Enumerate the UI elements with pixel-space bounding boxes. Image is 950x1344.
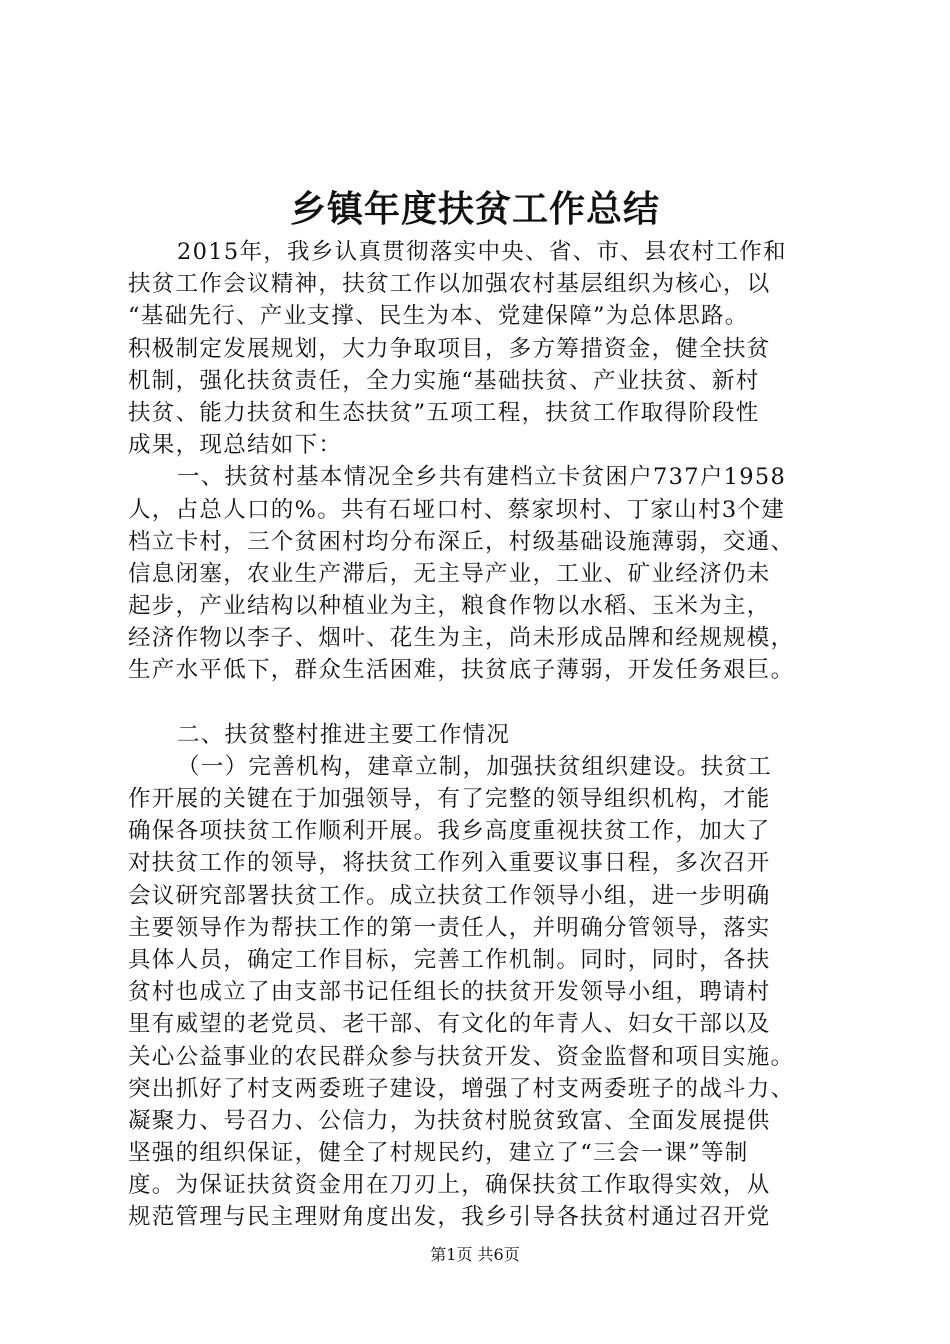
text-line: 生产水平低下，群众生活困难，扶贫底子薄弱，开发任务艰巨。 bbox=[128, 657, 795, 684]
paragraph-intro bbox=[128, 236, 856, 461]
text-line: “基础先行、产业支撑、民生为本、党建保障”为总体思路。 bbox=[128, 303, 749, 330]
text-line: 一、扶贫村基本情况全乡共有建档立卡贫困户737户1958 bbox=[177, 464, 787, 491]
text-line: 二、扶贫整村推进主要工作情况 bbox=[177, 721, 511, 748]
text-line: 信息闭塞，农业生产滞后，无主导产业，工业、矿业经济仍未 bbox=[128, 560, 771, 587]
text-line: 度。为保证扶贫资金用在刀刃上，确保扶贫工作取得实效，从 bbox=[128, 1172, 771, 1199]
paragraph-section-2-1 bbox=[128, 751, 856, 1234]
text-line: 突出抓好了村支两委班子建设，增强了村支两委班子的战斗力、 bbox=[128, 1075, 795, 1102]
text-line: 贫村也成立了由支部书记任组长的扶贫开发领导小组，聘请村 bbox=[128, 979, 771, 1006]
text-line: 机制，强化扶贫责任，全力实施“基础扶贫、产业扶贫、新村 bbox=[128, 367, 760, 394]
paragraph-section-1 bbox=[128, 461, 856, 686]
text-line: 扶贫工作会议精神，扶贫工作以加强农村基层组织为核心，以 bbox=[128, 271, 771, 298]
text-line: 扶贫、能力扶贫和生态扶贫”五项工程，扶贫工作取得阶段性 bbox=[128, 399, 760, 426]
text-line: 人，占总人口的%。共有石垭口村、蔡家坝村、丁家山村3个建 bbox=[128, 496, 786, 523]
document-title: 乡镇年度扶贫工作总结 bbox=[289, 188, 660, 230]
paragraph-spacer bbox=[128, 687, 856, 719]
text-line: 作开展的关键在于加强领导，有了完整的领导组织机构，才能 bbox=[128, 786, 771, 812]
text-line: （一）完善机构，建章立制，加强扶贫组织建设。扶贫工 bbox=[177, 753, 773, 780]
text-line: 成果，现总结如下： bbox=[128, 432, 343, 459]
text-line: 关心公益事业的农民群众参与扶贫开发、资金监督和项目实施。 bbox=[128, 1043, 795, 1070]
text-line: 主要领导作为帮扶工作的第一责任人，并明确分管领导，落实 bbox=[128, 914, 771, 941]
text-line: 对扶贫工作的领导，将扶贫工作列入重要议事日程，多次召开 bbox=[128, 850, 771, 877]
text-line: 里有威望的老党员、老干部、有文化的年青人、妇女干部以及 bbox=[128, 1011, 771, 1038]
text-line: 具体人员，确定工作目标，完善工作机制。同时，同时，各扶 bbox=[128, 946, 771, 973]
text-line: 档立卡村，三个贫困村均分布深丘，村级基础设施薄弱，交通、 bbox=[128, 528, 795, 555]
text-line: 积极制定发展规划，大力争取项目，多方筹措资金，健全扶贫 bbox=[128, 335, 771, 362]
text-line: 会议研究部署扶贫工作。成立扶贫工作领导小组，进一步明确 bbox=[128, 882, 771, 909]
text-line: 凝聚力、号召力、公信力，为扶贫村脱贫致富、全面发展提供 bbox=[128, 1107, 771, 1134]
text-line: 坚强的组织保证，健全了村规民约，建立了“三会一课”等制 bbox=[128, 1140, 749, 1167]
text-line: 2015年，我乡认真贯彻落实中央、省、市、县农村工作和 bbox=[177, 239, 787, 265]
page-number-footer: 第1页 共6页 bbox=[430, 1245, 520, 1264]
document-body bbox=[128, 236, 856, 1234]
text-line: 经济作物以李子、烟叶、花生为主，尚未形成品牌和经规规模， bbox=[128, 625, 795, 652]
text-line: 起步，产业结构以种植业为主，粮食作物以水稻、玉米为主， bbox=[128, 593, 771, 620]
section-heading bbox=[128, 719, 856, 751]
text-line: 确保各项扶贫工作顺利开展。我乡高度重视扶贫工作，加大了 bbox=[128, 818, 771, 845]
text-line: 规范管理与民主理财角度出发，我乡引导各扶贫村通过召开党 bbox=[128, 1204, 771, 1231]
